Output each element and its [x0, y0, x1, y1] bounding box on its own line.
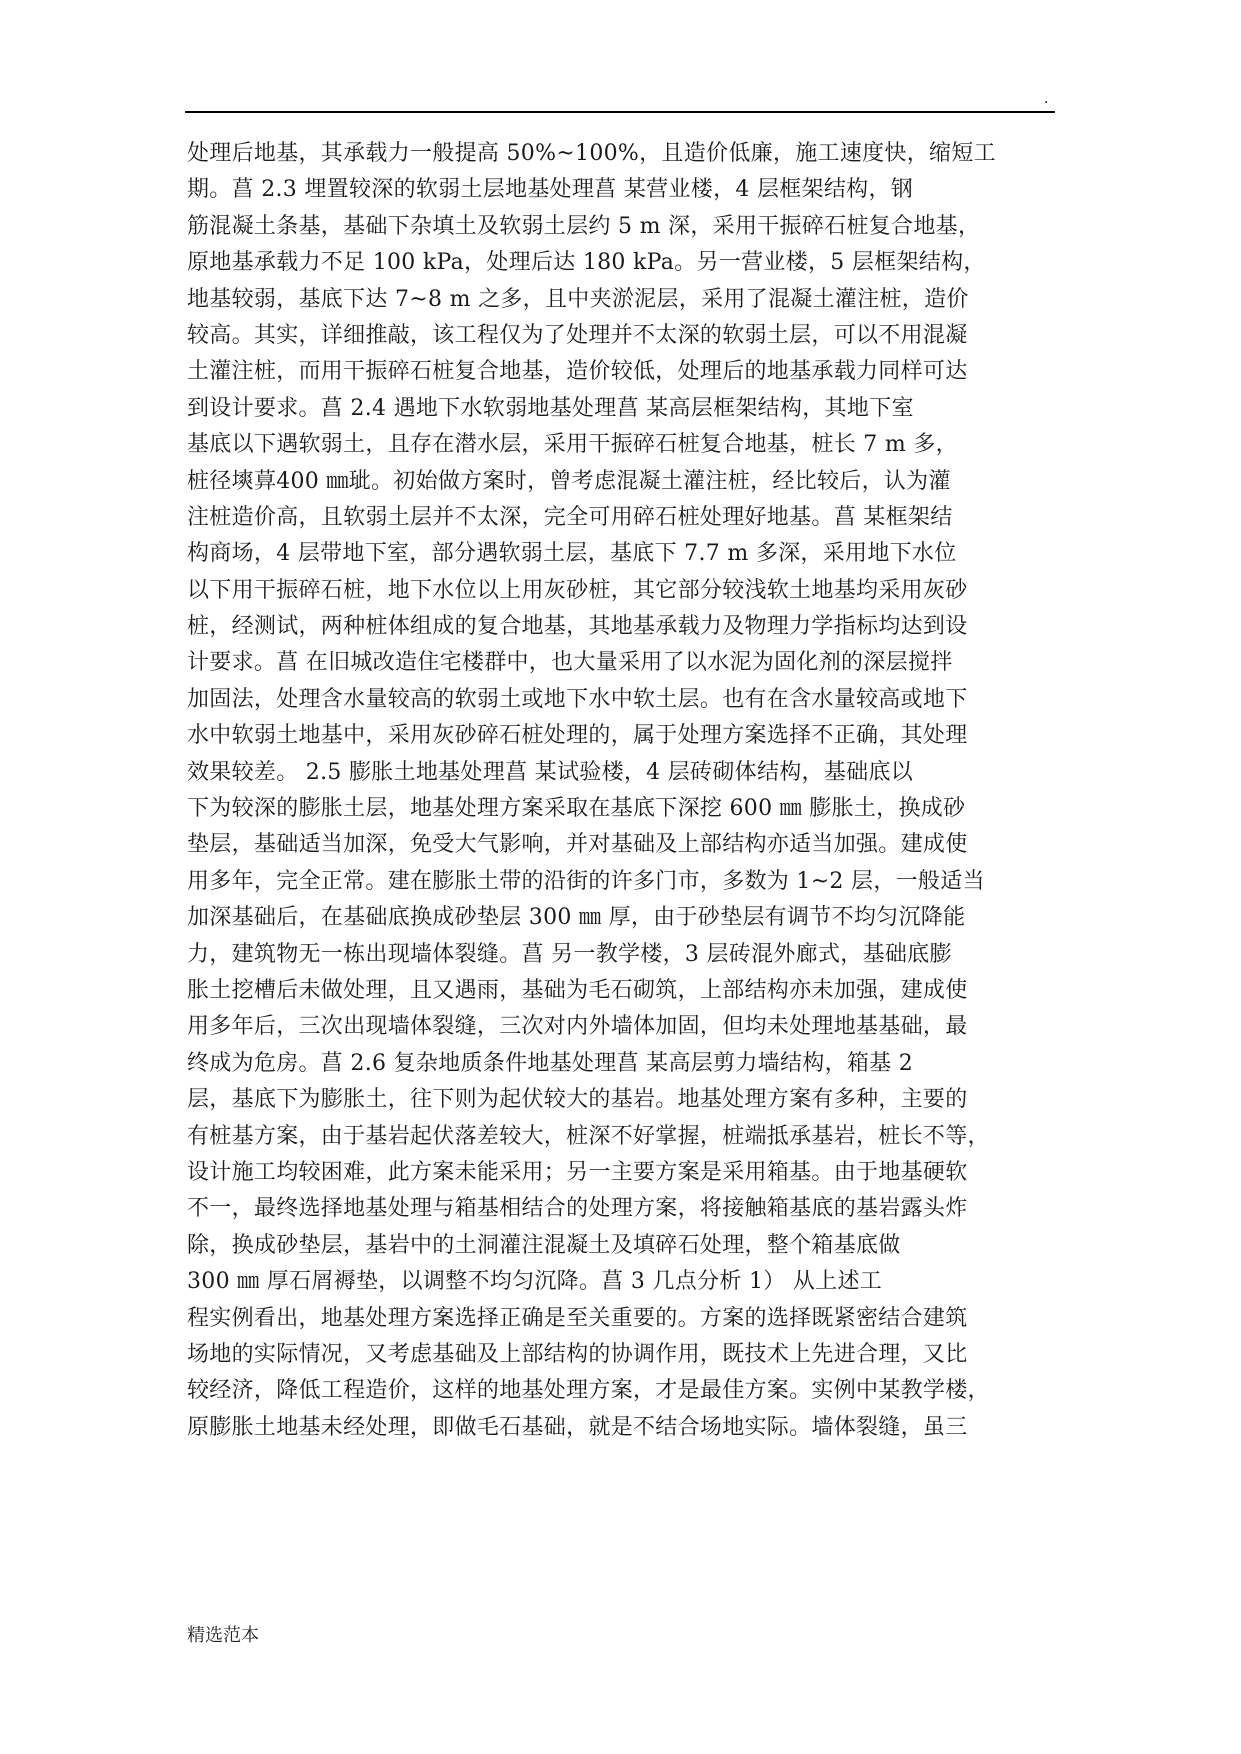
text-line: 加固法，处理含水量较高的软弱土或地下水中软土层。也有在含水量较高或地下	[187, 686, 968, 712]
text-line: 下为较深的膨胀土层，地基处理方案采取在基底下深挖 600 ㎜ 膨胀土，换成砂	[187, 796, 966, 822]
text-line: 力，建筑物无一栋出现墙体裂缝。菖 另一教学楼，3 层砖混外廊式，基础底膨	[187, 941, 952, 967]
text-line: 用多年，完全正常。建在膨胀土带的沿街的许多门市，多数为 1~2 层，一般适当	[187, 868, 985, 894]
text-line: 场地的实际情况，又考虑基础及上部结构的协调作用，既技术上先进合理，又比	[187, 1341, 968, 1367]
text-line: 原膨胀土地基未经处理，即做毛石基础，就是不结合场地实际。墙体裂缝，虽三	[187, 1414, 968, 1440]
footer-label: 精选范本	[187, 1625, 259, 1646]
body-text	[187, 136, 1057, 1446]
text-line: 以下用干振碎石桩，地下水位以上用灰砂桩，其它部分较浅软土地基均采用灰砂	[187, 577, 968, 603]
text-line: 桩，经测试，两种桩体组成的复合地基，其地基承载力及物理力学指标均达到设	[187, 614, 968, 640]
text-line: 效果较差。 2.5 膨胀土地基处理菖 某试验楼，4 层砖砌体结构，基础底以	[187, 759, 914, 785]
text-line: 程实例看出，地基处理方案选择正确是至关重要的。方案的选择既紧密结合建筑	[187, 1305, 968, 1331]
text-line: 设计施工均较困难，此方案未能采用；另一主要方案是采用箱基。由于地基硬软	[187, 1159, 968, 1185]
text-line: 桩径塽萛400 ㎜玼。初始做方案时，曾考虑混凝土灌注桩，经比较后，认为灌	[187, 468, 951, 494]
text-line: 处理后地基，其承载力一般提高 50%~100%，且造价低廉，施工速度快，缩短工	[187, 141, 996, 166]
text-line: 胀土挖槽后未做处理，且又遇雨，基础为毛石砌筑，上部结构亦未加强，建成使	[187, 977, 968, 1003]
text-line: 计要求。菖 在旧城改造住宅楼群中，也大量采用了以水泥为固化剂的深层搅拌	[187, 650, 953, 676]
text-line: 筋混凝土条基，基础下杂填土及软弱土层约 5 m 深，采用干振碎石桩复合地基，	[187, 213, 981, 239]
text-line: 终成为危房。菖 2.6 复杂地质条件地基处理菖 某高层剪力墙结构，箱基 2	[187, 1050, 914, 1076]
text-line: 用多年后，三次出现墙体裂缝，三次对内外墙体加固，但均未处理地基基础，最	[187, 1014, 968, 1040]
text-line: 期。菖 2.3 埋置较深的软弱土层地基处理菖 某营业楼，4 层框架结构，钢	[187, 177, 914, 203]
text-line: 原地基承载力不足 100 kPa，处理后达 180 kPa。另一营业楼，5 层框架结构，	[187, 250, 986, 276]
text-line: 层，基底下为膨胀土，往下则为起伏较大的基岩。地基处理方案有多种，主要的	[187, 1087, 968, 1113]
text-line: 较高。其实，详细推敲，该工程仅为了处理并不太深的软弱土层，可以不用混凝	[187, 322, 968, 348]
text-line: 水中软弱土地基中，采用灰砂碎石桩处理的，属于处理方案选择不正确，其处理	[187, 723, 968, 749]
text-line: 较经济，降低工程造价，这样的地基处理方案，才是最佳方案。实例中某教学楼，	[187, 1378, 990, 1404]
text-line: 基底以下遇软弱土，且存在潜水层，采用干振碎石桩复合地基，桩长 7 m 多，	[187, 432, 958, 458]
text-line: 有桩基方案，由于基岩起伏落差较大，桩深不好掌握，桩端抵承基岩，桩长不等，	[187, 1123, 990, 1149]
text-line: 地基较弱，基底下达 7~8 m 之多，且中夹淤泥层，采用了混凝土灌注桩，造价	[187, 286, 969, 312]
text-line: 不一，最终选择地基处理与箱基相结合的处理方案，将接触箱基底的基岩露头炸	[187, 1196, 968, 1222]
text-line: 垫层，基础适当加深，免受大气影响，并对基础及上部结构亦适当加强。建成使	[187, 832, 968, 858]
text-line: 到设计要求。菖 2.4 遇地下水软弱地基处理菖 某高层框架结构，其地下室	[187, 395, 914, 421]
text-line: 土灌注桩，而用干振碎石桩复合地基，造价较低，处理后的地基承载力同样可达	[187, 359, 968, 385]
header-mark: .	[1044, 91, 1049, 107]
text-line: 注桩造价高，且软弱土层并不太深，完全可用碎石桩处理好地基。菖 某框架结	[187, 504, 953, 530]
text-line: 加深基础后，在基础底换成砂垫层 300 ㎜ 厚，由于砂垫层有调节不均匀沉降能	[187, 905, 966, 931]
text-line: 构商场，4 层带地下室，部分遇软弱土层，基底下 7.7 m 多深，采用地下水位	[187, 541, 957, 567]
text-line: 除，换成砂垫层，基岩中的土洞灌注混凝土及填碎石处理，整个箱基底做	[187, 1232, 901, 1258]
header-rule	[185, 111, 1055, 113]
text-line: 300 ㎜ 厚石屑褥垫，以调整不均匀沉降。菖 3 几点分析 1） 从上述工	[187, 1269, 883, 1295]
